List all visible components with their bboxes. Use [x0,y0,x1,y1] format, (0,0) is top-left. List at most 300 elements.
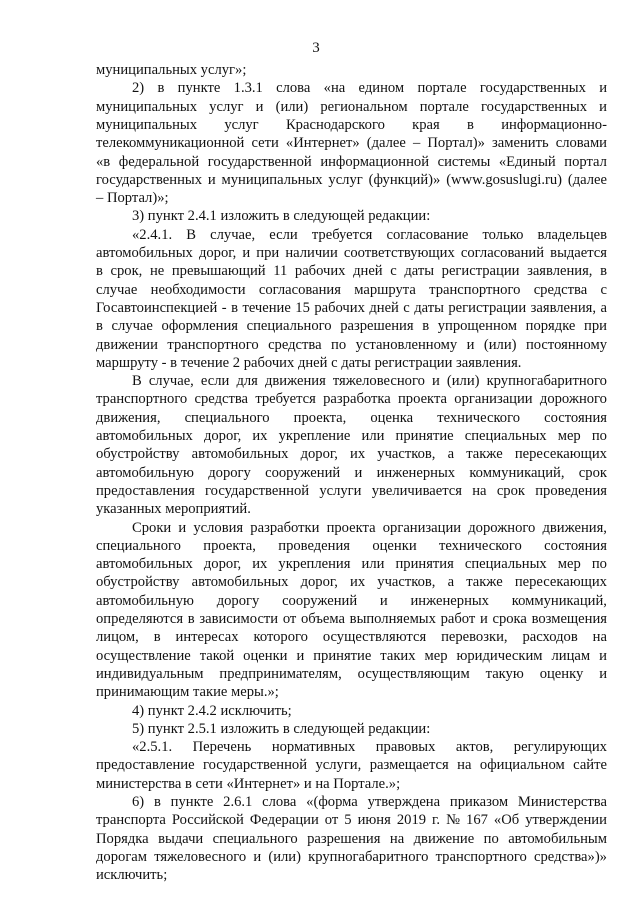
word: организации [454,391,533,408]
text-line [96,665,607,683]
word: оценки [372,537,417,554]
word: проекта, [293,409,347,426]
word: обустройству [96,574,180,591]
word: автомобильных [96,245,193,261]
word: заменить [492,135,549,152]
word: и [255,98,264,115]
word: даты [414,299,444,316]
word: сооружений [265,464,341,481]
text-line [96,427,607,445]
word: и [599,80,607,97]
word: 2.6.1 [223,794,253,810]
word: при [584,318,607,335]
word: в [467,116,474,133]
word: если [269,226,298,243]
word: июня [357,812,391,829]
word: мер [557,428,581,444]
word: условия [193,519,244,536]
word: и [207,171,216,188]
word: (или) [483,336,517,353]
text-line [96,445,607,463]
word: информационно- [501,116,607,133]
word: крупногабаритного [486,373,607,390]
word: в [187,611,195,627]
word: 5 [344,812,352,829]
word: 2019 [396,812,427,829]
word: крупногабаритного [308,848,429,865]
word: инженерных [376,464,456,481]
word: государственной [207,153,312,170]
word: федеральной [118,153,200,170]
word: специальных [464,428,547,444]
word: превышающий [171,263,266,280]
word: разработки [250,519,320,536]
word: Федерации [249,812,319,829]
word: муниципальных [96,98,198,115]
text-line [96,592,607,610]
word: их [350,446,366,463]
word: Министерства [517,794,607,810]
word: состояния [544,537,607,554]
word: Портал)» [427,135,485,152]
word: средства [268,336,322,353]
word: дорог, [203,428,242,444]
word: слова [262,794,297,810]
word: дорог, [203,556,242,573]
word: движения, [96,409,161,426]
word: увеличивается [371,482,462,499]
word: дорог, [300,446,338,463]
word: дней [369,299,399,316]
word: принятие [395,428,454,444]
word: участков, [377,446,436,463]
word: сети [251,135,279,152]
word: «Об [493,812,520,829]
word: срок [578,464,607,481]
word: (функций)» [368,171,441,188]
word: и [431,373,440,390]
text-line: принимающим такие меры.»; [96,684,279,701]
word: состояния [544,409,607,426]
text-line [132,738,607,756]
word: разрешения [307,830,381,847]
word: принятие [313,647,372,664]
text-line [132,79,607,97]
word: Госавтоинспекцией [96,299,218,316]
text-line: маршруту - в течение 2 рабочих дней с даты регистрации заявления. [96,354,522,371]
word: от [282,611,297,627]
word: участков, [377,574,436,591]
word: регулирующих [513,739,607,756]
word: и [253,848,262,865]
word: «в [96,153,111,170]
text-line [96,464,607,482]
word: автомобильных [96,428,193,444]
word: 167 [466,812,488,829]
word: Перечень [192,739,252,756]
word: случае, [210,226,256,243]
text-line [96,573,607,591]
word: дорог, [198,245,237,261]
word: лицам [551,647,591,664]
word: организации [382,519,462,536]
word: их [252,428,268,444]
word: в [231,299,238,316]
word: - [221,299,227,316]
word: средства [533,281,588,298]
word: такой [199,647,235,664]
word: проведения [278,537,350,554]
word: тяжеловесного [154,848,247,865]
word: «Интернет» [285,135,360,152]
word: средства [194,391,249,408]
word: срока [492,611,527,627]
word: необходимости [150,281,246,298]
word: муниципальных [221,171,323,188]
word: (www.gosuslugi.ru) [446,171,562,188]
word: едином [358,80,405,97]
text-line [132,793,607,811]
text-line [96,390,607,408]
word: «2.5.1. [132,739,173,756]
word: услуги, [315,757,362,774]
word: транспортного [435,848,527,865]
word: размещается [369,757,449,774]
word: правовых [375,739,436,756]
word: автомобильную [96,464,194,481]
text-line: 3) пункт 2.4.1 изложить в следующей редакции: [132,208,431,225]
word: осуществление [96,647,191,664]
word: дней [353,263,383,280]
text-line [96,171,607,189]
word: пересекающих [514,446,607,463]
word: движение [413,830,475,847]
word: маршрута [354,281,416,298]
word: случае, [148,373,194,390]
word: также [466,574,503,591]
word: технического [438,537,522,554]
word: предоставление [96,757,195,774]
word: такую [485,665,524,682]
text-line [96,134,607,152]
word: в [600,263,607,280]
word: технического [437,409,521,426]
text-line: 4) пункт 2.4.2 исключить; [132,702,292,719]
word: постоянному [525,336,607,353]
word: если [200,373,230,390]
word: и [296,647,305,664]
word: для [236,373,258,390]
word: заявления, [530,299,597,316]
word: специального [96,537,181,554]
word: г. [432,812,441,829]
text-line [96,555,607,573]
word: по [591,428,607,444]
word: требуется [311,226,373,243]
word: специального [184,409,270,426]
word: укрепления [278,556,351,573]
text-line [96,153,607,171]
word: системы [437,153,491,170]
word: на [472,482,487,499]
word: только [482,226,524,243]
word: и [178,519,187,536]
word: пункте [177,80,221,97]
text-line [96,647,607,665]
word: государственной [205,482,310,499]
word: от [324,812,339,829]
text-line [96,244,607,262]
word: юридическим [456,647,543,664]
word: словами [555,135,607,152]
word: утверждении [525,812,607,829]
text-line: 5) пункт 2.5.1 изложить в следующей редакции: [132,720,431,737]
word: оформления [161,318,238,335]
word: регистрации [441,263,520,280]
word: возмещения [531,611,607,627]
word: обустройству [96,446,180,463]
word: срок, [110,263,143,280]
word: дорогу [208,464,251,481]
word: их [252,556,268,573]
word: транспортного [167,336,259,353]
word: пункте [170,794,214,810]
text-line [96,482,607,500]
word: автомобильных [96,556,193,573]
word: рабочих [314,299,365,316]
word: выполняемых [349,611,436,627]
text-line [96,830,607,848]
word: согласований [460,245,545,261]
text-line [96,537,607,555]
word: официальном [479,757,565,774]
word: услуг [328,171,363,188]
word: В [132,373,142,390]
word: наличии [285,245,338,261]
text-line: муниципальных услуг»; [96,62,247,78]
word: актов, [455,739,494,756]
word: (или) [446,373,480,390]
word: «(форма [306,794,358,810]
word: коммуникаций, [511,592,607,609]
word: оценки [243,647,288,664]
word: перевозки, [441,629,508,646]
word: транспорта [96,812,166,829]
word: дорогу [216,592,260,609]
word: индивидуальным [96,665,204,682]
word: (или) [268,848,301,865]
word: принятия [395,556,454,573]
word: проекта [326,519,376,536]
word: зависимости [199,611,279,627]
text-line: министерства в сети «Интернет» и на Портале.»; [96,775,401,792]
word: с [403,299,410,316]
word: телекоммуникационной [96,135,245,152]
word: дорожного [468,519,536,536]
word: специальных [464,556,547,573]
word: проекта [397,391,447,408]
word: Краснодарского [285,116,385,133]
word: (далее [567,171,607,188]
word: в [157,80,165,97]
word: укрепление [278,428,351,444]
word: осуществляющим [357,665,470,682]
word: интересах [175,629,239,646]
word: государственных [96,171,203,188]
word: и [242,245,251,261]
word: В [186,226,197,243]
word: движения [264,373,326,390]
word: и [354,464,363,481]
word: муниципальных [96,116,198,133]
word: и [599,647,607,664]
word: выдается [550,245,607,261]
word: «на [323,80,346,97]
word: при [256,245,280,261]
text-line [96,610,607,628]
text-line [96,299,607,317]
text-line [96,336,607,354]
word: в [422,318,430,335]
word: пересекающих [514,574,607,591]
text-line: исключить; [96,867,168,884]
word: движении [96,336,158,353]
word: (или) [275,98,309,115]
word: выдачи [158,830,204,847]
word: и [466,336,475,353]
word: упрощенном [437,318,518,335]
word: специального [246,318,332,335]
word: их [350,574,366,591]
word: Сроки [132,519,172,536]
word: осуществляются [322,629,427,646]
word: мер [424,647,448,664]
word: согласование [386,226,469,243]
word: Российской [171,812,244,829]
page-number: 3 [312,40,320,56]
word: предпринимателям, [219,665,342,682]
word: разработка [323,391,391,408]
word: портале [419,98,469,115]
word: мер [557,556,581,573]
word: по [483,830,499,847]
text-line [96,98,607,116]
text-line [96,811,607,829]
word: 6) [132,794,145,810]
word: региональном [320,98,408,115]
word: а [447,574,455,591]
word: тяжеловесного [332,373,425,390]
word: случае [96,281,138,298]
word: по [591,556,607,573]
word: или [361,428,385,444]
text-line [132,372,607,390]
word: № [446,812,460,829]
word: сооружений [282,592,358,609]
text-line: – Портал)»; [96,190,169,207]
word: 2) [132,80,145,97]
word: дорогам [96,848,148,865]
word: оценку [539,665,584,682]
word: государственных [481,98,588,115]
word: утверждена [367,794,441,810]
word: движения, [542,519,607,536]
word: с [390,263,397,280]
word: на [457,757,472,774]
word: края [412,116,440,133]
word: средства»)» [534,848,607,865]
word: также [466,446,503,463]
word: в [153,629,161,646]
word: на [389,830,405,847]
word: случае [111,318,153,335]
word: «Единый [498,153,556,170]
word: которого [253,629,308,646]
word: установленному [355,336,458,353]
word: приказом [449,794,509,810]
word: 11 [273,263,288,280]
word: проекта, [203,537,256,554]
word: информационной [320,153,430,170]
word: на [592,629,607,646]
word: и [479,611,488,627]
word: услуг [224,116,259,133]
word: транспортного [96,391,188,408]
word: в [96,318,103,335]
word: регистрации [448,299,527,316]
word: государственной [203,757,308,774]
word: 15 [295,299,310,316]
word: (далее [366,135,406,152]
word: разрешения [340,318,414,335]
word: работ [440,611,476,627]
word: объема [300,611,345,627]
word: расходов [522,629,578,646]
word: нормативных [271,739,356,756]
word: не [149,263,165,280]
text-line [96,848,607,866]
word: а [600,299,607,316]
word: и [599,665,607,682]
text-line [96,409,607,427]
word: услуги [319,482,362,499]
text-line [132,519,607,537]
text-line [96,281,607,299]
word: с [600,281,607,298]
word: соответствующих [343,245,455,261]
word: заявления, [527,263,593,280]
word: инженерных [410,592,489,609]
word: владельцев [537,226,607,243]
text-line [96,628,607,646]
word: и [379,592,388,609]
word: автомобильных [191,574,289,591]
word: оценка [370,409,414,426]
text-line [132,226,607,244]
word: автомобильным [508,830,607,847]
word: таких [380,647,416,664]
text-line [96,317,607,335]
word: слова [276,80,311,97]
text-line [96,262,607,280]
word: портал [564,153,607,170]
word: портале [417,80,467,97]
word: порядке [525,318,576,335]
word: лицом, [96,629,139,646]
text-line [96,116,607,134]
text-line [96,756,607,774]
word: течение [242,299,291,316]
